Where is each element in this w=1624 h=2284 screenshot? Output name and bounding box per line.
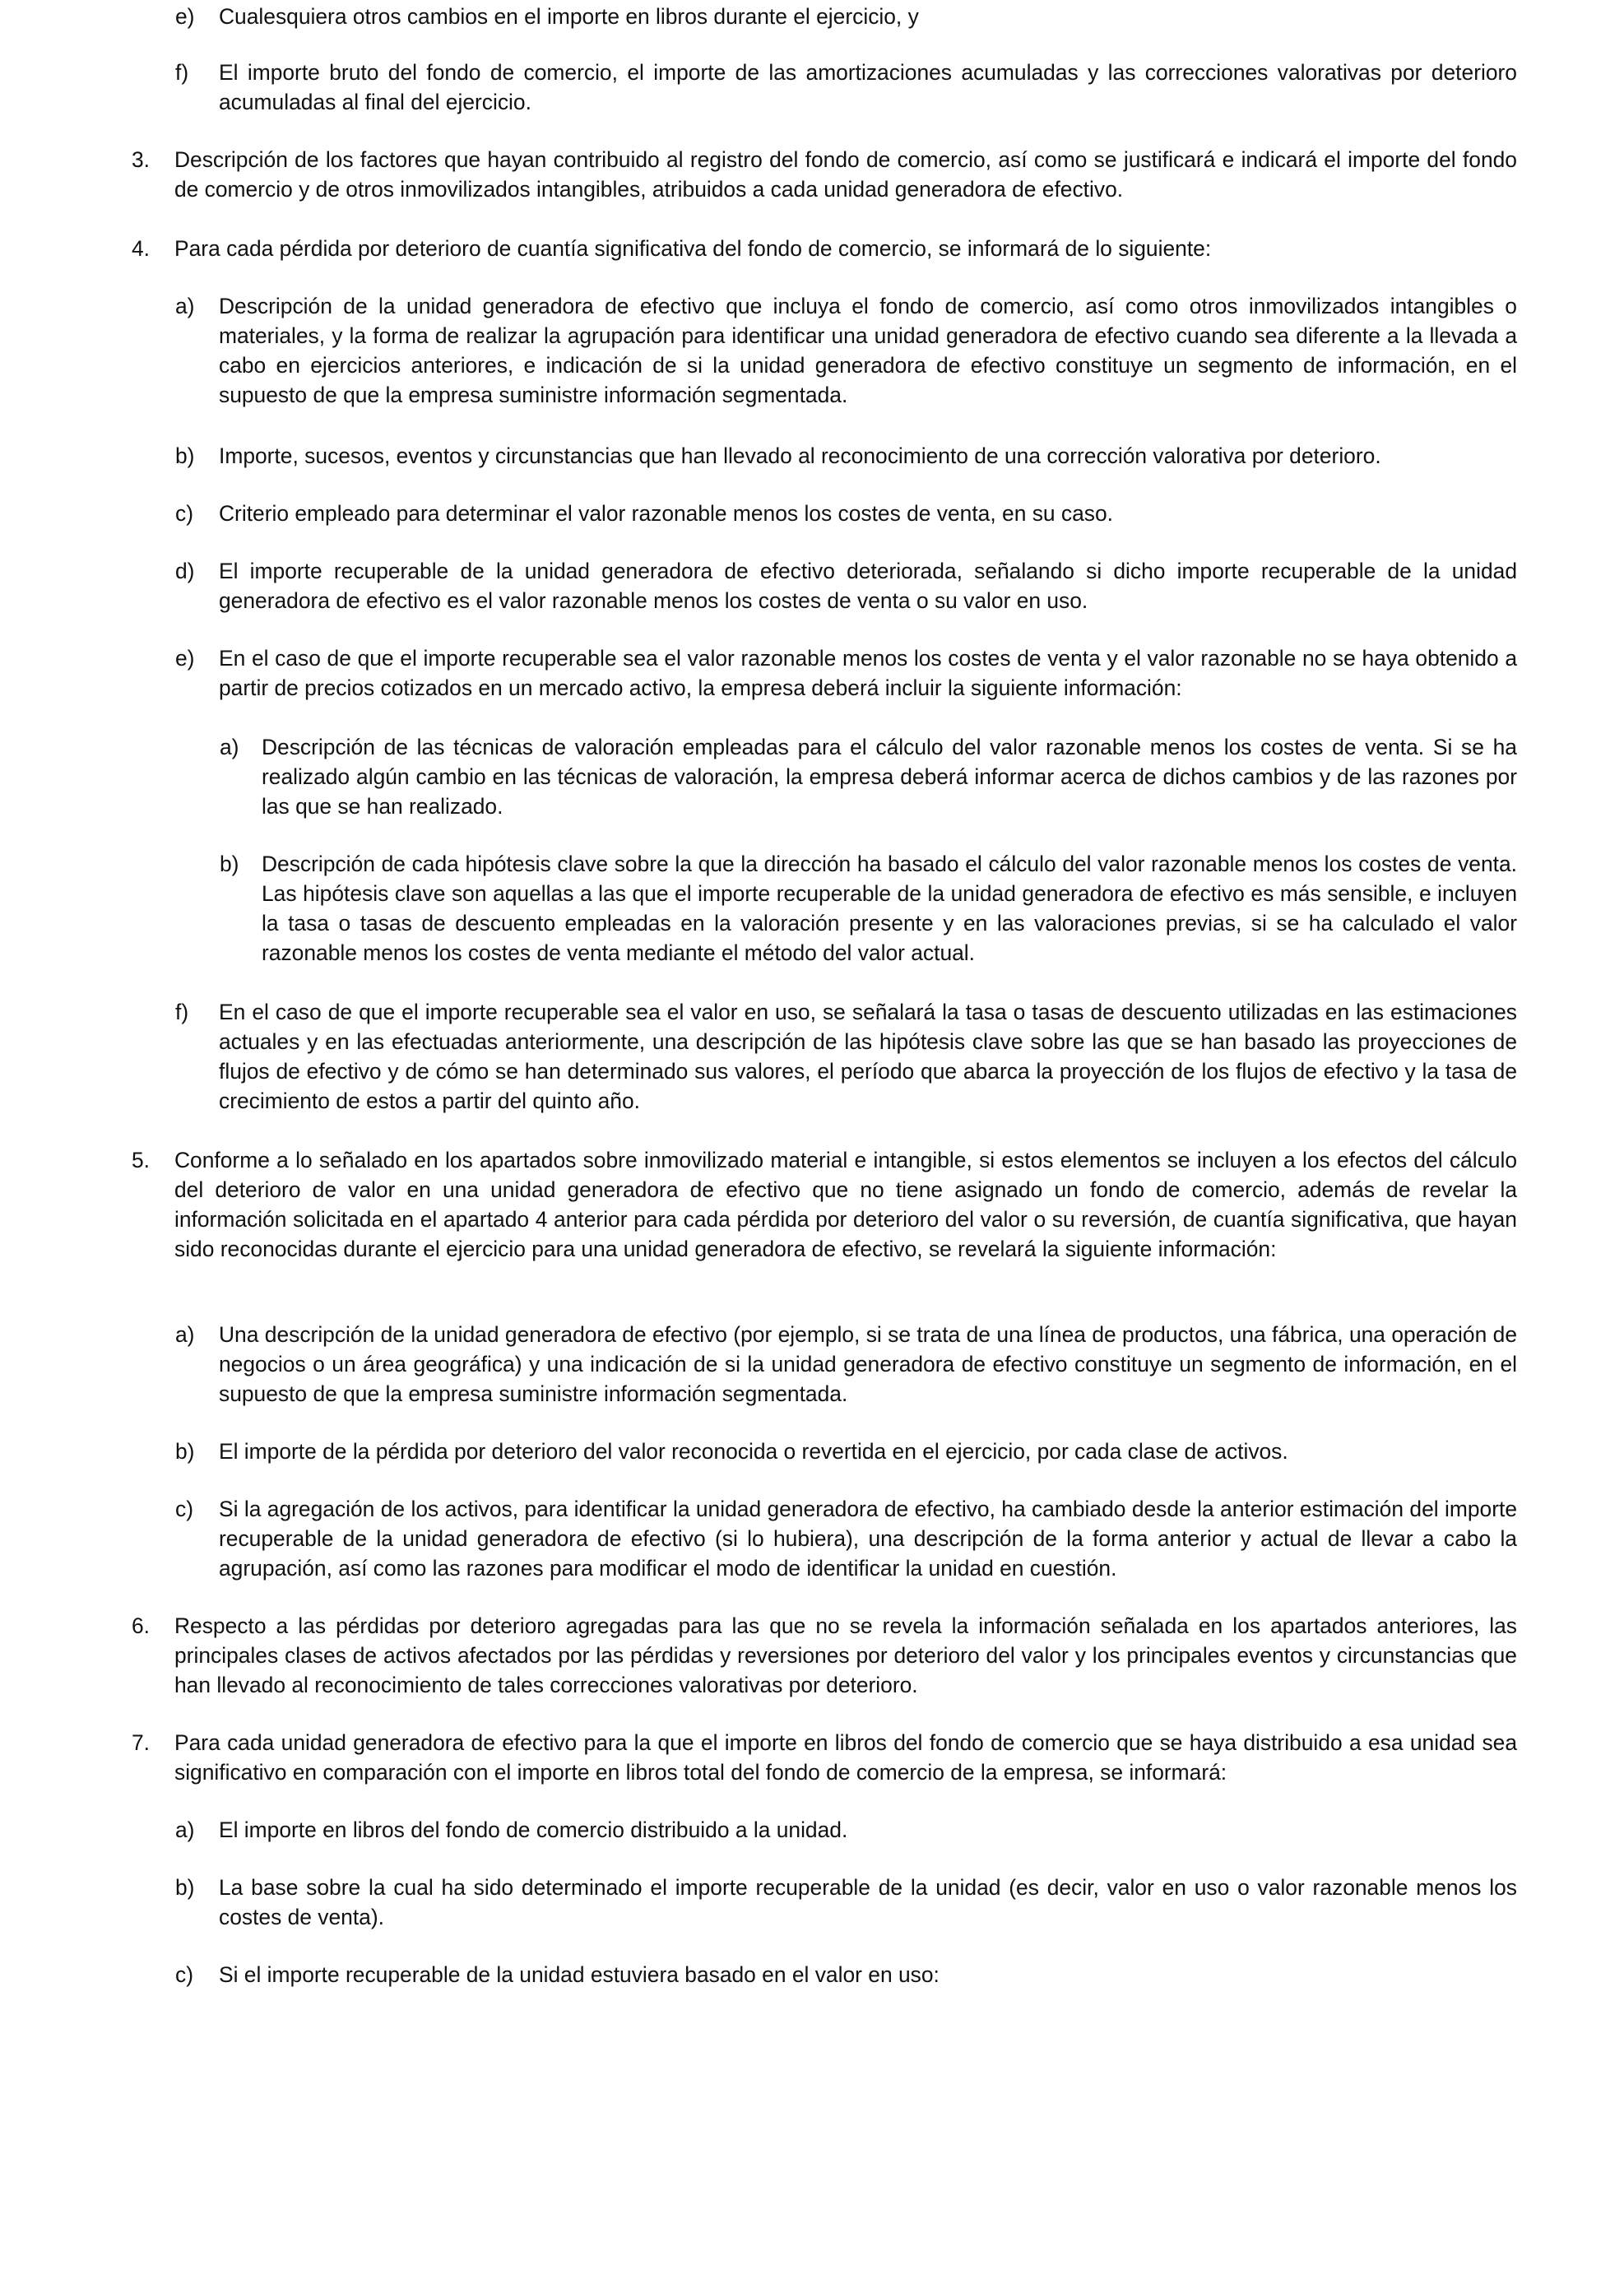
item-marker: f) <box>175 60 189 85</box>
item-text: Importe, sucesos, eventos y circunstancias que han llevado al reconocimiento de una corrección valorativa por deterioro. <box>219 443 1381 468</box>
numbered-item-6 <box>132 1611 1517 1700</box>
list-item-b <box>175 441 1517 471</box>
item-text: El importe en libros del fondo de comercio distribuido a la unidad. <box>219 1817 848 1842</box>
item-marker: 5. <box>132 1148 151 1172</box>
list-item-b <box>175 1873 1517 1932</box>
item-marker: a) <box>220 735 239 759</box>
item-text: Descripción de la unidad generadora de efectivo que incluya el fondo de comercio, así como otros inmovilizados intangibles o materiales, y la forma de realizar la agrupación para identificar una unidad generadora de efectivo cuando sea diferente a la llevada a cabo en ejercicios anteriores, e indicación de si la unidad generadora de efectivo constituye un segmento de información, en el supuesto de que la empresa suministre información segmentada. <box>219 294 1517 407</box>
item-marker: c) <box>175 501 193 526</box>
item-text: Respecto a las pérdidas por deterioro agregadas para las que no se revela la información señalada en los apartados anteriores, las principales clases de activos afectados por las pérdidas y reversiones por deterioro del valor y los principales eventos y circunstancias que han llevado al reconocimiento de tales correcciones valorativas por deterioro. <box>174 1613 1517 1697</box>
item-text: El importe de la pérdida por deterioro del valor reconocida o revertida en el ejercicio, por cada clase de activos. <box>219 1439 1288 1464</box>
list-item-c <box>175 1494 1517 1583</box>
list-item-f <box>175 997 1517 1116</box>
item-marker: c) <box>175 1497 193 1521</box>
item-marker: a) <box>175 1817 195 1842</box>
item-text: Descripción de cada hipótesis clave sobre la que la dirección ha basado el cálculo del valor razonable menos los costes de venta. Las hipótesis clave son aquellas a las que el importe recuperable de la unidad generadora de efectivo es más sensible, e incluyen la tasa o tasas de descuento empleadas en la valoración presente y en las valoraciones previas, si se ha calculado el valor razonable menos los costes de venta mediante el método del valor actual. <box>262 852 1517 965</box>
item-marker: b) <box>175 1439 195 1464</box>
item-text: El importe recuperable de la unidad generadora de efectivo deteriorada, señalando si dicho importe recuperable de la unidad generadora de efectivo es el valor razonable menos los costes de venta o su valor en uso. <box>219 559 1517 613</box>
item-marker: e) <box>175 646 195 671</box>
list-item-f <box>175 58 1517 117</box>
item-text: La base sobre la cual ha sido determinado el importe recuperable de la unidad (es decir, valor en uso o valor razonable menos los costes de venta). <box>219 1875 1517 1929</box>
list-item-c <box>175 1960 1517 1989</box>
list-item-a <box>175 1320 1517 1409</box>
item-text: Descripción de los factores que hayan contribuido al registro del fondo de comercio, así como se justificará e indicará el importe del fondo de comercio y de otros inmovilizados intangibles, atribuidos a cada unidad generadora de efectivo. <box>174 147 1517 202</box>
item-text: Si la agregación de los activos, para identificar la unidad generadora de efectivo, ha cambiado desde la anterior estimación del importe recuperable de la unidad generadora de efectivo (si lo hubiera), una descripción de la forma anterior y actual de llevar a cabo la agrupación, así como las razones para modificar el modo de identificar la unidad en cuestión. <box>219 1497 1517 1581</box>
item-marker: d) <box>175 559 195 583</box>
list-item-a <box>175 1815 1517 1845</box>
list-item-b <box>175 1437 1517 1466</box>
item-text: Para cada unidad generadora de efectivo para la que el importe en libros del fondo de comercio que se haya distribuido a esa unidad sea significativo en comparación con el importe en libros total del fondo de comercio de la empresa, se informará: <box>174 1730 1517 1785</box>
item-marker: b) <box>175 1875 195 1900</box>
item-marker: 4. <box>132 236 151 261</box>
item-text: Descripción de las técnicas de valoración empleadas para el cálculo del valor razonable menos los costes de venta. Si se ha realizado algún cambio en las técnicas de valoración, la empresa deberá informar acerca de dichos cambios y de las razones por las que se han realizado. <box>262 735 1517 819</box>
item-text: En el caso de que el importe recuperable sea el valor razonable menos los costes de venta y el valor razonable no se haya obtenido a partir de precios cotizados en un mercado activo, la empresa deberá incluir la siguiente información: <box>219 646 1517 700</box>
item-text: Criterio empleado para determinar el valor razonable menos los costes de venta, en su caso. <box>219 501 1113 526</box>
numbered-item-3 <box>132 145 1517 204</box>
item-marker: b) <box>220 852 239 876</box>
item-marker: f) <box>175 1000 189 1024</box>
list-item-e <box>175 2 1517 31</box>
list-item-e <box>175 643 1517 703</box>
item-text: Para cada pérdida por deterioro de cuantía significativa del fondo de comercio, se informará de lo siguiente: <box>174 236 1212 261</box>
item-text: El importe bruto del fondo de comercio, el importe de las amortizaciones acumuladas y las correcciones valorativas por deterioro acumuladas al final del ejercicio. <box>219 60 1517 114</box>
item-marker: a) <box>175 1322 195 1347</box>
sub-list-item-b <box>220 849 1517 968</box>
item-marker: a) <box>175 294 195 318</box>
item-marker: 7. <box>132 1730 151 1755</box>
numbered-item-7 <box>132 1728 1517 1787</box>
item-marker: b) <box>175 443 195 468</box>
item-marker: 3. <box>132 147 151 172</box>
numbered-item-4 <box>132 234 1517 263</box>
item-marker: e) <box>175 4 195 29</box>
item-text: Una descripción de la unidad generadora de efectivo (por ejemplo, si se trata de una línea de productos, una fábrica, una operación de negocios o un área geográfica) y una indicación de si la unidad generadora de efectivo constituye un segmento de información, en el supuesto de que la empresa suministre información segmentada. <box>219 1322 1517 1406</box>
item-text: Conforme a lo señalado en los apartados sobre inmovilizado material e intangible, si estos elementos se incluyen a los efectos del cálculo del deterioro de valor en una unidad generadora de efectivo que no tiene asignado un fondo de comercio, además de revelar la información solicitada en el apartado 4 anterior para cada pérdida por deterioro del valor o su reversión, de cuantía significativa, que hayan sido reconocidas durante el ejercicio para una unidad generadora de efectivo, se revelará la siguiente información: <box>174 1148 1517 1261</box>
list-item-c <box>175 499 1517 528</box>
item-text: Si el importe recuperable de la unidad estuviera basado en el valor en uso: <box>219 1962 940 1987</box>
item-text: En el caso de que el importe recuperable sea el valor en uso, se señalará la tasa o tasas de descuento utilizadas en las estimaciones actuales y en las efectuadas anteriormente, una descripción de las hipótesis clave sobre las que se han basado las proyecciones de flujos de efectivo y de cómo se han determinado sus valores, el período que abarca la proyección de los flujos de efectivo y la tasa de crecimiento de estos a partir del quinto año. <box>219 1000 1517 1113</box>
list-item-d <box>175 556 1517 615</box>
list-item-a <box>175 291 1517 410</box>
sub-list-item-a <box>220 732 1517 821</box>
item-marker: 6. <box>132 1613 151 1638</box>
item-marker: c) <box>175 1962 193 1987</box>
numbered-item-5 <box>132 1145 1517 1264</box>
item-text: Cualesquiera otros cambios en el importe en libros durante el ejercicio, y <box>219 4 919 29</box>
